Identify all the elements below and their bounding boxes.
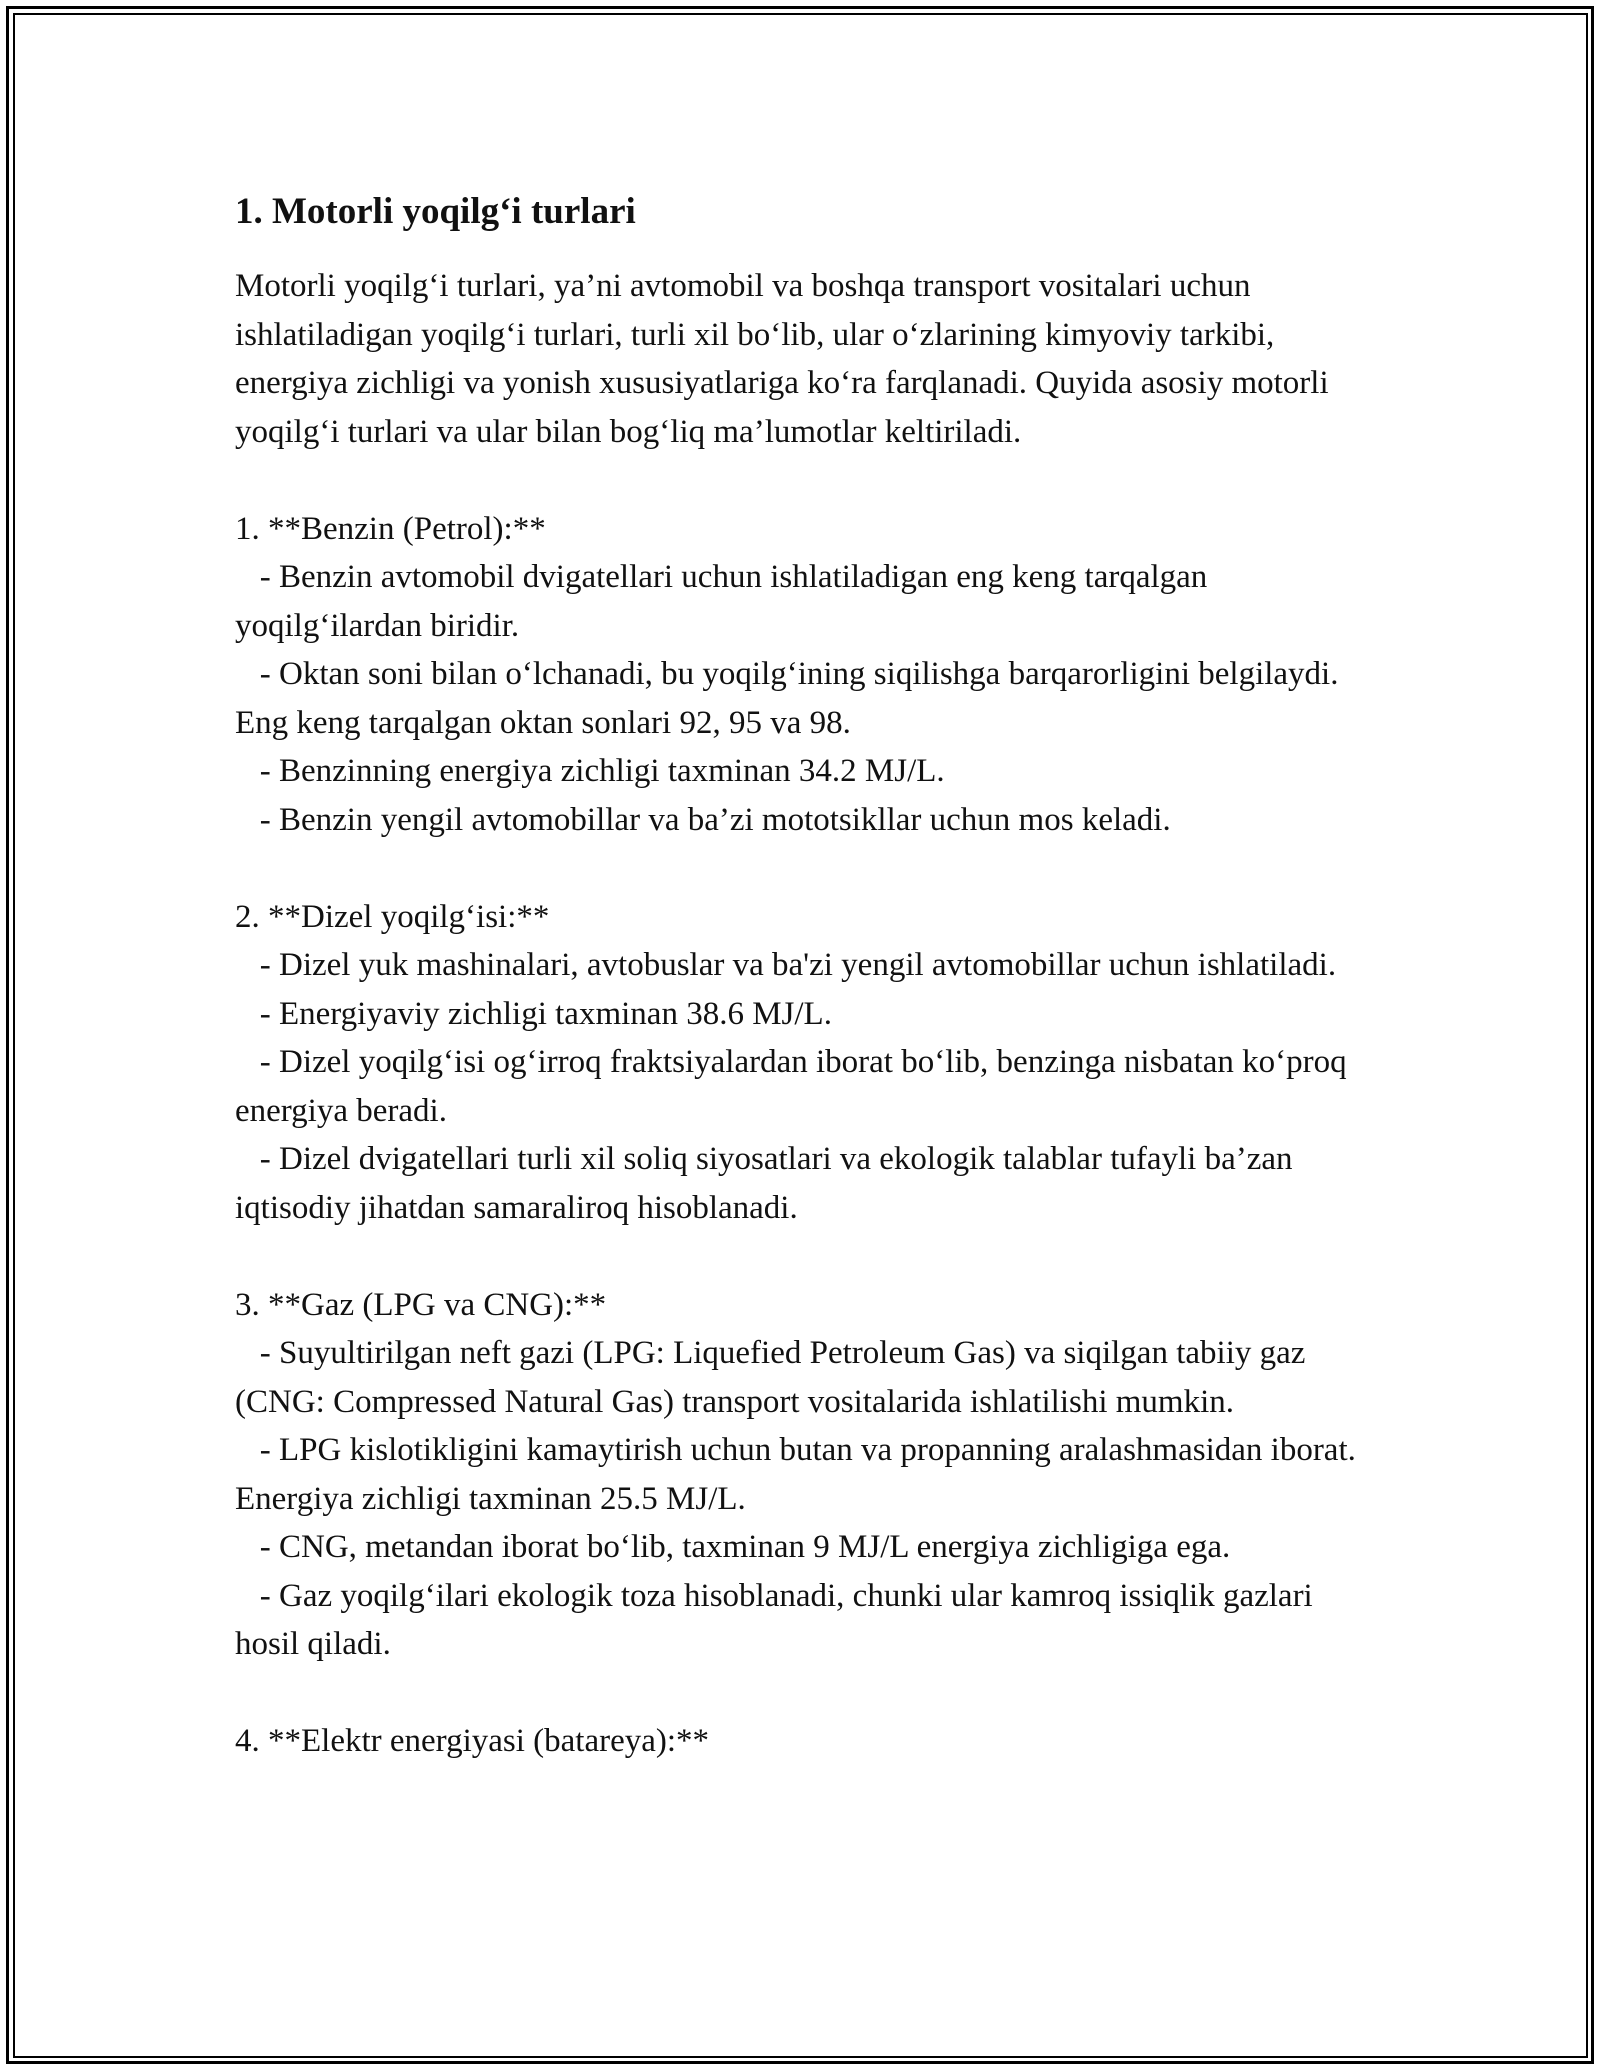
- document-page: [235, 188, 1375, 1766]
- document-title: 1. Motorli yoqilg‘i turlari: [235, 191, 636, 232]
- document-body: Motorli yoqilg‘i turlari, ya’ni avtomobil va boshqa transport vositalari uchun ishlatiladigan yoqilg‘i turlari, turli xil bo‘lib, ular o‘zlarining kimyoviy tarkibi, energiya zichligi va yonish xususiyatlariga ko‘ra farqlanadi. Quyida asosiy motorli yoqilg‘i turlari va ular bilan bog‘liq ma’lumotlar keltiriladi. 1. **Benzin (Petrol):** - Benzin avtomobil dvigatellari uchun ishlatiladigan eng keng tarqalgan yoqilg‘ilardan biridir. - Oktan soni bilan o‘lchanadi, bu yoqilg‘ining siqilishga barqarorligini belgilaydi. Eng keng tarqalgan oktan sonlari 92, 95 va 98. - Benzinning energiya zichligi taxminan 34.2 MJ/L. - Benzin yengil avtomobillar va ba’zi mototsikllar uchun mos keladi. 2. **Dizel yoqilg‘isi:** - Dizel yuk mashinalari, avtobuslar va ba'zi yengil avtomobillar uchun ishlatiladi. - Energiyaviy zichligi taxminan 38.6 MJ/L. - Dizel yoqilg‘isi og‘irroq fraktsiyalardan iborat bo‘lib, benzinga nisbatan ko‘proq energiya beradi. - Dizel dvigatellari turli xil soliq siyosatlari va ekologik talablar tufayli ba’zan iqtisodiy jihatdan samaraliroq hisoblanadi. 3. **Gaz (LPG va CNG):** - Suyultirilgan neft gazi (LPG: Liquefied Petroleum Gas) va siqilgan tabiiy gaz (CNG: Compressed Natural Gas) transport vositalarida ishlatilishi mumkin. - LPG kislotikligini kamaytirish uchun butan va propanning aralashmasidan iborat. Energiya zichligi taxminan 25.5 MJ/L. - CNG, metandan iborat bo‘lib, taxminan 9 MJ/L energiya zichligiga ega. - Gaz yoqilg‘ilari ekologik toza hisoblanadi, chunki ular kamroq issiqlik gazlari hosil qiladi. 4. **Elektr energiyasi (batareya):**: [235, 268, 1356, 1759]
